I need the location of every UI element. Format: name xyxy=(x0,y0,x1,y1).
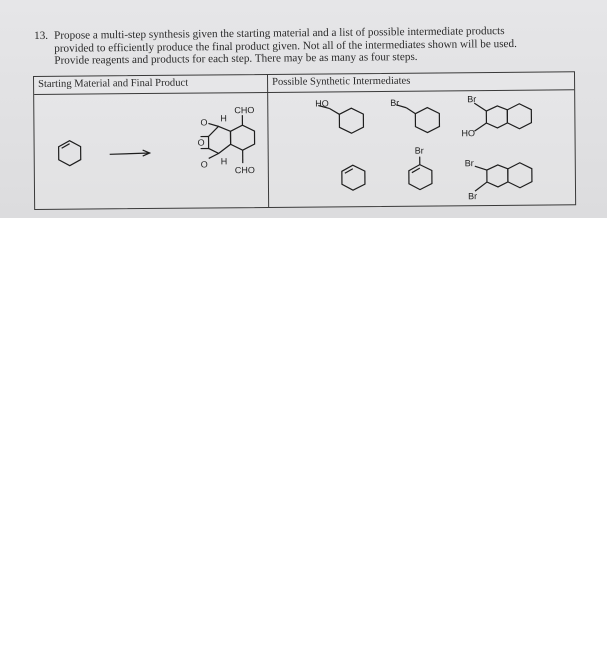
label-ring-o-top: O xyxy=(200,117,208,128)
label-ring-o-mid: O xyxy=(197,137,205,148)
label-ho-intermediate-3: HO xyxy=(461,128,476,139)
question-line-1: 13. Propose a multi-step synthesis given the starting material and a list of possible intermediate products xyxy=(34,25,505,42)
worksheet-photo xyxy=(0,0,607,218)
label-ho-intermediate-1: HO xyxy=(315,98,329,109)
label-cho-bottom: CHO xyxy=(234,165,255,176)
intermediate-bicyclic-bromo-hydroxy xyxy=(474,103,531,131)
header-intermediates: Possible Synthetic Intermediates xyxy=(272,75,411,88)
label-ring-o-bottom: O xyxy=(200,159,208,170)
header-starting-material: Starting Material and Final Product xyxy=(38,77,189,90)
synthesis-table xyxy=(33,71,576,210)
question-text xyxy=(34,24,574,67)
question-number: 13. xyxy=(34,29,49,42)
label-br-intermediate-6b: Br xyxy=(468,191,478,202)
intermediate-bicyclic-dibromo xyxy=(475,163,532,191)
final-product-structure xyxy=(197,115,254,163)
intermediate-bromocyclohexene xyxy=(409,157,432,190)
label-h-top: H xyxy=(220,113,227,124)
structures-canvas xyxy=(34,72,575,209)
question-line-3: Provide reagents and products for each step. There may be as many as four steps. xyxy=(54,51,418,67)
intermediate-cyclohexylmethanol xyxy=(318,105,363,133)
cyclohexene-starting-material xyxy=(59,141,81,166)
label-br-intermediate-6a: Br xyxy=(464,158,474,169)
reaction-arrow xyxy=(110,150,150,156)
label-h-bottom: H xyxy=(220,156,228,167)
question-line-2: provided to efficiently produce the final product given. Not all of the intermediates shown will be used. xyxy=(54,37,517,55)
label-br-intermediate-2: Br xyxy=(390,97,400,108)
intermediate-bromomethylcyclohexane xyxy=(396,104,439,132)
label-cho-top: CHO xyxy=(234,105,255,116)
label-br-intermediate-3: Br xyxy=(467,94,477,105)
label-br-intermediate-5: Br xyxy=(414,145,424,156)
intermediate-cyclohexene xyxy=(342,165,365,190)
